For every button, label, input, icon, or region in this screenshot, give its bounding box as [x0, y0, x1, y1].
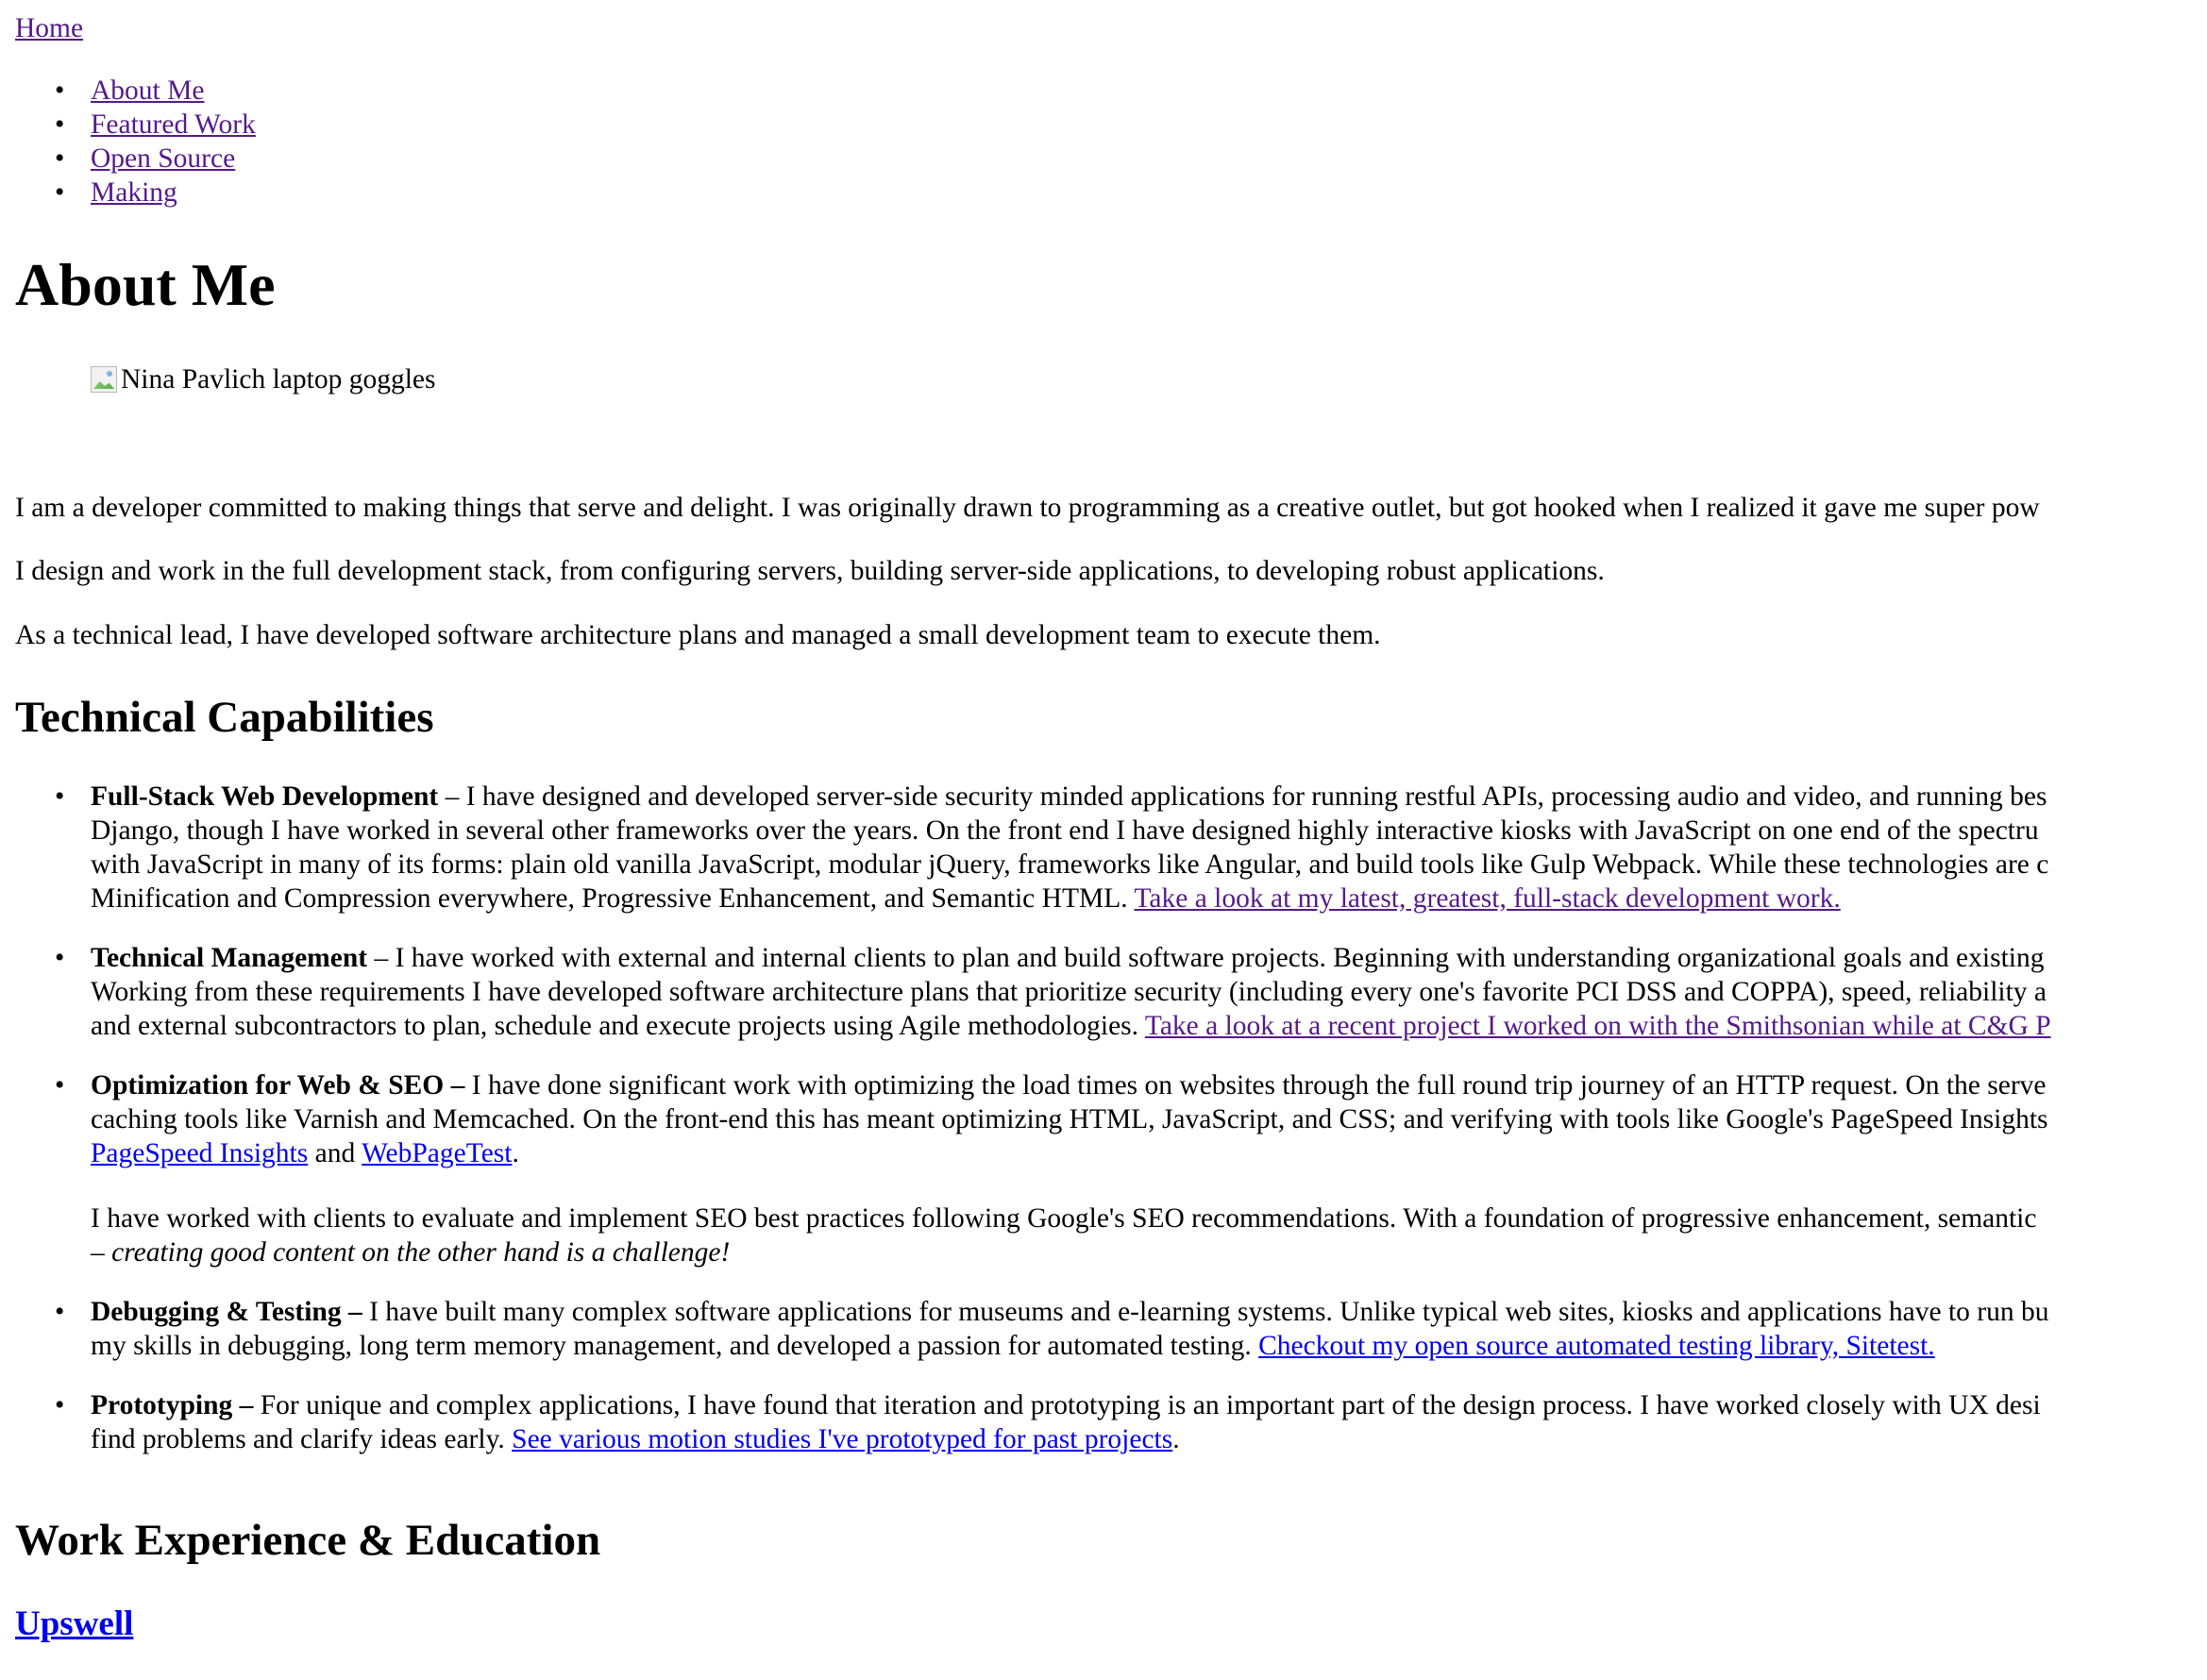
capability-title: Debugging & Testing – [91, 1297, 362, 1327]
bullet-icon: • [55, 943, 65, 973]
capability-title: Prototyping – [91, 1390, 254, 1420]
capability-line [91, 941, 2051, 975]
capability-prototyping [0, 1388, 2051, 1456]
nav-link-about-me[interactable]: About Me [91, 76, 205, 106]
capability-text: and external subcontractors to plan, schedule and execute projects using Agile methodologies. [91, 1011, 1145, 1041]
bullet-icon: • [55, 143, 65, 174]
capability-line [91, 1136, 2051, 1170]
pagespeed-insights-link[interactable]: PageSpeed Insights [91, 1138, 309, 1168]
capability-line [91, 882, 2051, 916]
broken-image-icon [91, 366, 117, 393]
capability-text: – I have designed and developed server-side security minded applications for running restful APIs, processing audio and video, and running bes [438, 781, 2047, 812]
capability-line: with JavaScript in many of its forms: plain old vanilla JavaScript, modular jQuery, frameworks like Angular, and build tools like Gulp Webpack. While these technologies are c [91, 849, 2049, 880]
sitetest-link[interactable]: Checkout my open source automated testing library, Sitetest. [1258, 1331, 1935, 1361]
capability-text: . [512, 1138, 519, 1168]
capability-line [91, 1068, 2051, 1102]
capability-debugging-testing [0, 1295, 2051, 1363]
stack-paragraph: I design and work in the full development stack, from configuring servers, building server-side applications, to developing robust applications. [15, 556, 1605, 586]
profile-image-alt-text: Nina Pavlich laptop goggles [121, 364, 436, 395]
nav-home-link[interactable]: Home [15, 13, 84, 43]
bullet-icon: • [55, 76, 65, 106]
capabilities-list [0, 780, 2051, 1482]
capability-title: Optimization for Web & SEO – [91, 1070, 465, 1100]
nav-link-making[interactable]: Making [91, 177, 177, 208]
full-stack-work-link[interactable]: Take a look at my latest, greatest, full-stack development work. [1134, 883, 1841, 914]
experience-heading: Work Experience & Education [15, 1516, 601, 1565]
bullet-icon: • [55, 177, 65, 208]
bullet-icon: • [55, 1070, 65, 1100]
seo-paragraph-line: I have worked with clients to evaluate and implement SEO best practices following Google's SEO recommendations. With a foundation of progressive enhancement, semantic [91, 1203, 2037, 1234]
capability-text: . [1172, 1424, 1180, 1454]
nav-item-featured-work [0, 108, 256, 142]
capability-line [91, 1388, 2051, 1422]
capability-optimization-seo [0, 1068, 2051, 1269]
capability-technical-management [0, 941, 2051, 1043]
webpagetest-link[interactable]: WebPageTest [362, 1138, 513, 1168]
capability-line [91, 1009, 2051, 1043]
capability-line [91, 1329, 2051, 1363]
capability-title: Full-Stack Web Development [91, 781, 439, 812]
nav-link-featured-work[interactable]: Featured Work [91, 109, 256, 140]
capability-text: Minification and Compression everywhere, Progressive Enhancement, and Semantic HTML. [91, 883, 1135, 914]
bullet-icon: • [55, 1390, 65, 1420]
nav-item-open-source [0, 142, 256, 176]
experience-entry-heading [15, 1603, 133, 1646]
capability-text: my skills in debugging, long term memory management, and developed a passion for automated testing. [91, 1331, 1259, 1361]
capability-text: I have built many complex software applications for museums and e-learning systems. Unlike typical web sites, kiosks and applications have to run bu [362, 1297, 2049, 1327]
capability-text: find problems and clarify ideas early. [91, 1424, 513, 1454]
capability-text: – I have worked with external and internal clients to plan and build software projects. Beginning with understanding organizational goals and existing [367, 943, 2045, 973]
smithsonian-project-link[interactable]: Take a look at a recent project I worked on with the Smithsonian while at C&G P [1144, 1011, 2051, 1041]
bullet-icon: • [55, 1297, 65, 1327]
capability-text: and [308, 1138, 362, 1168]
capability-full-stack [0, 780, 2051, 916]
nav-list [0, 74, 256, 210]
seo-paragraph-line [91, 1235, 2051, 1269]
capability-text: For unique and complex applications, I have found that iteration and prototyping is an important part of the design process. I have worked closely with UX desi [253, 1390, 2041, 1420]
intro-paragraph: I am a developer committed to making things that serve and delight. I was originally drawn to programming as a creative outlet, but got hooked when I realized it gave me super pow [15, 493, 2040, 523]
capability-line: caching tools like Varnish and Memcached. On the front-end this has meant optimizing HTML, JavaScript, and CSS; and verifying with tools like Google's PageSpeed Insights [91, 1104, 2048, 1134]
capability-title: Technical Management [91, 943, 368, 973]
capability-line: Working from these requirements I have developed software architecture plans that prioritize security (including every one's favorite PCI DSS and COPPA), speed, reliability a [91, 977, 2047, 1007]
capabilities-heading: Technical Capabilities [15, 693, 434, 742]
nav-link-open-source[interactable]: Open Source [91, 143, 236, 174]
nav-item-making [0, 176, 256, 210]
profile-image [91, 362, 435, 396]
bullet-icon: • [55, 109, 65, 140]
nav-item-about-me [0, 74, 256, 108]
capability-line [91, 1422, 2051, 1456]
capability-line [91, 780, 2051, 814]
capability-text: I have done significant work with optimizing the load times on websites through the full round trip journey of an HTTP request. On the serve [464, 1070, 2047, 1100]
capability-line: Django, though I have worked in several other frameworks over the years. On the front end I have designed highly interactive kiosks with JavaScript on one end of the spectru [91, 815, 2039, 846]
motion-studies-link[interactable]: See various motion studies I've prototyped for past projects [512, 1424, 1173, 1454]
seo-emphasis-text: – creating good content on the other hand is a challenge! [91, 1237, 731, 1268]
lead-paragraph: As a technical lead, I have developed software architecture plans and managed a small development team to execute them. [15, 620, 1381, 650]
page-title: About Me [15, 251, 276, 318]
bullet-icon: • [55, 781, 65, 812]
upswell-link[interactable]: Upswell [15, 1604, 134, 1643]
capability-line [91, 1295, 2051, 1329]
